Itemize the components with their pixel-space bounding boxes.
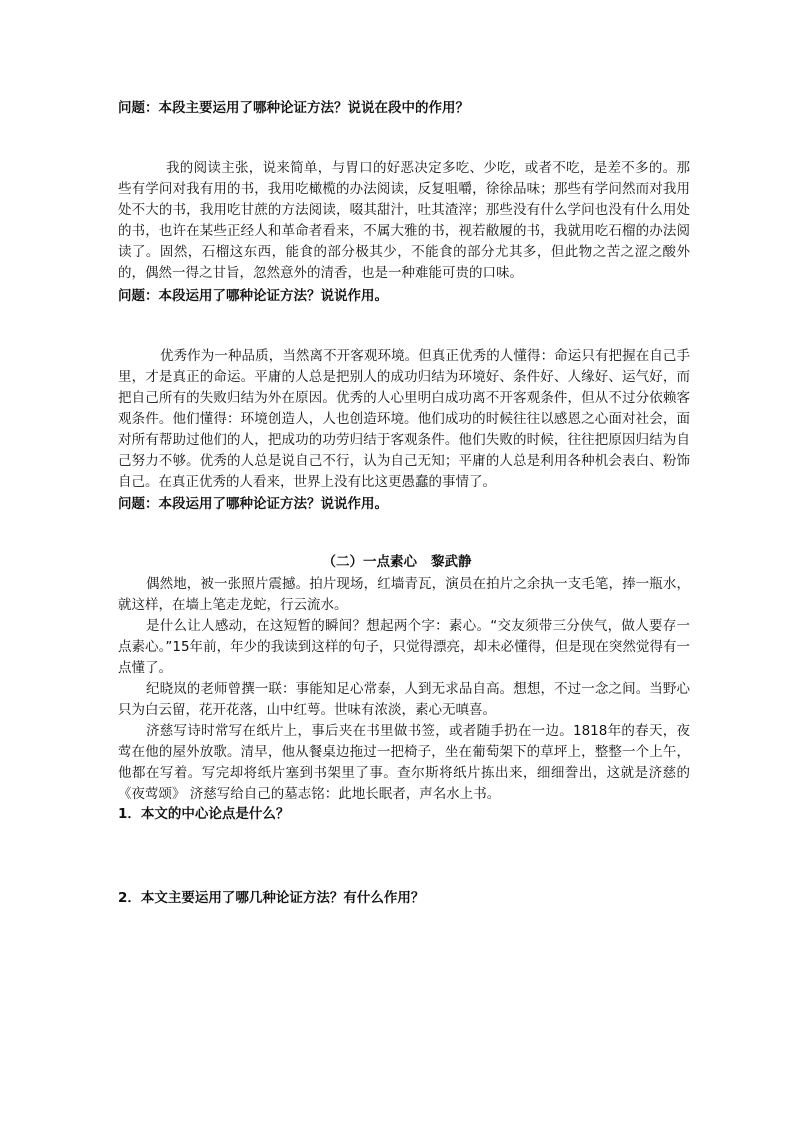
question-argument-methods: 2．本文主要运用了哪几种论证方法？有什么作用？ [118, 890, 425, 906]
paragraph-excellence-text: 优秀作为一种品质，当然离不开客观环境。但真正优秀的人懂得：命运只有把握在自己手里，才是真正的命运。平庸的人总是把别人的成功归结为环境好、条件好、人缘好、运气好，而把自己所有的失败归结为外在原因。优秀的人心里明白成功离不开客观条件，但从不过分依赖客观条件。他们懂得：环境创造人，人也创造环境。他们成功的时候往往以感恩之心面对社会，面对所有帮助过他们的人，把成功的功劳归结于客观条件。他们失败的时候，往往把原因归结为自己努力不够。优秀的人总是说自己不行，认为自己无知；平庸的人总是利用各种机会表白、粉饰自己。在真正优秀的人看来，世界上没有比这更愚蠢的事情了。 [118, 348, 690, 490]
essay-paragraph-1: 偶然地，被一张照片震撼。拍片现场，红墙青瓦，演员在拍片之余执一支毛笔，捧一瓶水，就这样，在墙上笔走龙蛇，行云流水。 [118, 576, 690, 613]
essay-paragraph-4: 济慈写诗时常写在纸片上，事后夹在书里做书签，或者随手扔在一边。1818年的春天，夜莺在他的屋外放歌。清早，他从餐桌边拖过一把椅子，坐在葡萄架下的草坪上，整整一个上午，他都在写着。写完却将纸片塞到书架里了事。查尔斯将纸片拣出来，细细誊出，这就是济慈的《夜莺颂》 济慈写给自己的墓志铭：此地长眠者，声名水上书。 [118, 723, 690, 802]
section-title [0, 552, 794, 572]
paragraph-excellence [118, 346, 690, 493]
essay-body [118, 574, 690, 805]
paragraph-reading [118, 158, 690, 284]
section-title-text: （二）一点素心 [322, 554, 417, 570]
essay-paragraph-2: 是什么让人感动，在这短暂的瞬间？想起两个字：素心。“交友须带三分侠气，做人要存一点素心。”15年前，年少的我读到这样的句子，只觉得漂亮，却未必懂得，但是现在突然觉得有一点懂了。 [118, 618, 690, 676]
paragraph-reading-text: 我的阅读主张，说来简单，与胃口的好恶决定多吃、少吃，或者不吃，是差不多的。那些有学问对我有用的书，我用吃橄榄的办法阅读，反复咀嚼，徐徐品味；那些有学问然而对我用处不大的书，我用吃甘蔗的方法阅读，啜其甜汁，吐其渣滓；那些没有什么学问也没有什么用处的书，也许在某些正经人和革命者看来，不属大雅的书，视若敝履的书，我就用吃石榴的办法阅读了。固然，石榴这东西，能食的部分极其少，不能食的部分尤其多，但此物之苦之涩之酸外的，偶然一得之甘旨，忽然意外的清香，也是一种难能可贵的口味。 [118, 160, 690, 281]
question-1: 问题：本段主要运用了哪种论证方法？说说在段中的作用？ [118, 100, 469, 116]
question-2: 问题：本段运用了哪种论证方法？说说作用。 [118, 288, 388, 304]
essay-paragraph-3: 纪晓岚的老师曾撰一联：事能知足心常泰，人到无求品自高。想想，不过一念之间。当野心只为白云留，花开花落，山中红萼。世味有浓淡，素心无嗔喜。 [118, 681, 690, 718]
section-author: 黎武静 [431, 554, 472, 570]
question-central-argument: 1．本文的中心论点是什么？ [118, 806, 290, 822]
question-3: 问题：本段运用了哪种论证方法？说说作用。 [118, 496, 388, 512]
